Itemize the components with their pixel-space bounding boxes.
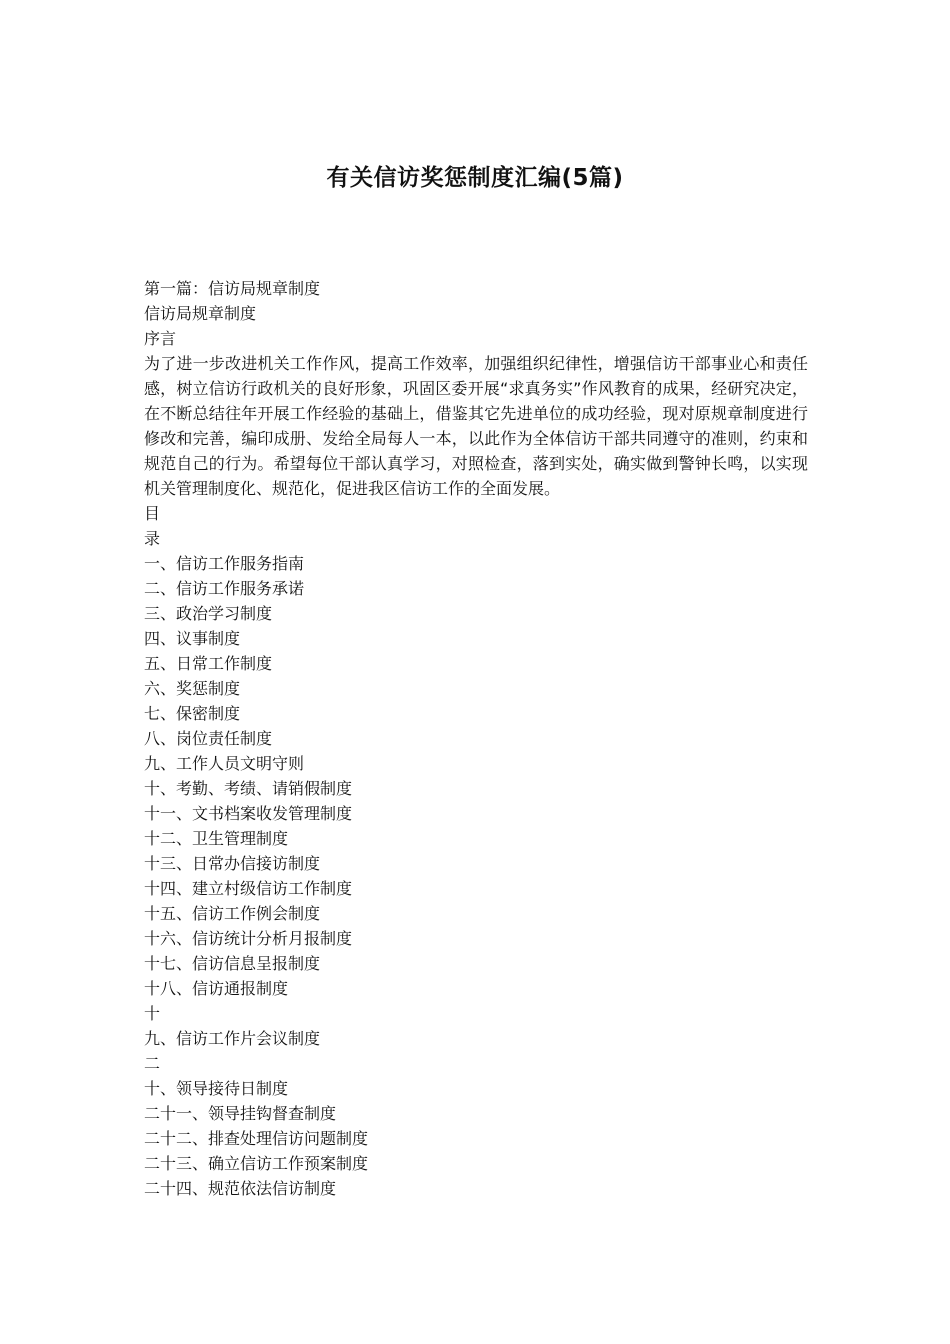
toc-item: 十六、信访统计分析月报制度 <box>144 929 353 948</box>
toc-item: 二 <box>144 1054 161 1073</box>
preface-paragraph: 为了进一步改进机关工作作风，提高工作效率，加强组织纪律性，增强信访干部事业心和责任感，树立信访行政机关的良好形象，巩固区委开展“求真务实”作风教育的成果，经研究决定，在不断总结往年开展工作经验的基础上，借鉴其它先进单位的成功经验，现对原规章制度进行修改和完善，编印成册、发给全局每人一本，以此作为全体信访干部共同遵守的准则，约束和规范自己的行为。希望每位干部认真学习，对照检查，落到实处，确实做到警钟长鸣，以实现机关管理制度化、规范化，促进我区信访工作的全面发展。 <box>144 354 808 498</box>
toc-label-first: 目 <box>144 504 161 523</box>
toc-item: 七、保密制度 <box>144 704 241 723</box>
toc-item: 十 <box>144 1004 161 1023</box>
toc-item: 五、日常工作制度 <box>144 654 273 673</box>
toc-item: 二十四、规范依法信访制度 <box>144 1179 337 1198</box>
toc-item: 九、信访工作片会议制度 <box>144 1029 321 1048</box>
toc-label-second: 录 <box>144 529 161 548</box>
toc-item: 一、信访工作服务指南 <box>144 554 305 573</box>
toc-item: 二十一、领导挂钩督查制度 <box>144 1104 337 1123</box>
toc-item: 二十二、排查处理信访问题制度 <box>144 1129 369 1148</box>
document-title: 有关信访奖惩制度汇编(5篇) <box>326 165 624 191</box>
toc-item: 四、议事制度 <box>144 629 241 648</box>
toc-item: 十四、建立村级信访工作制度 <box>144 879 353 898</box>
table-of-contents <box>144 551 808 1201</box>
toc-item: 二、信访工作服务承诺 <box>144 579 305 598</box>
preface-label: 序言 <box>144 329 177 348</box>
toc-item: 十、考勤、考绩、请销假制度 <box>144 779 353 798</box>
toc-item: 十八、信访通报制度 <box>144 979 289 998</box>
toc-item: 六、奖惩制度 <box>144 679 241 698</box>
toc-item: 十七、信访信息呈报制度 <box>144 954 321 973</box>
toc-item: 二十三、确立信访工作预案制度 <box>144 1154 369 1173</box>
toc-item: 十二、卫生管理制度 <box>144 829 289 848</box>
toc-item: 九、工作人员文明守则 <box>144 754 305 773</box>
toc-item: 八、岗位责任制度 <box>144 729 273 748</box>
document-body <box>144 276 808 1201</box>
toc-item: 三、政治学习制度 <box>144 604 273 623</box>
toc-item: 十一、文书档案收发管理制度 <box>144 804 353 823</box>
document-subtitle: 信访局规章制度 <box>144 304 257 323</box>
toc-item: 十五、信访工作例会制度 <box>144 904 321 923</box>
toc-item: 十、领导接待日制度 <box>144 1079 289 1098</box>
toc-item: 十三、日常办信接访制度 <box>144 854 321 873</box>
section-heading: 第一篇：信访局规章制度 <box>144 279 321 298</box>
